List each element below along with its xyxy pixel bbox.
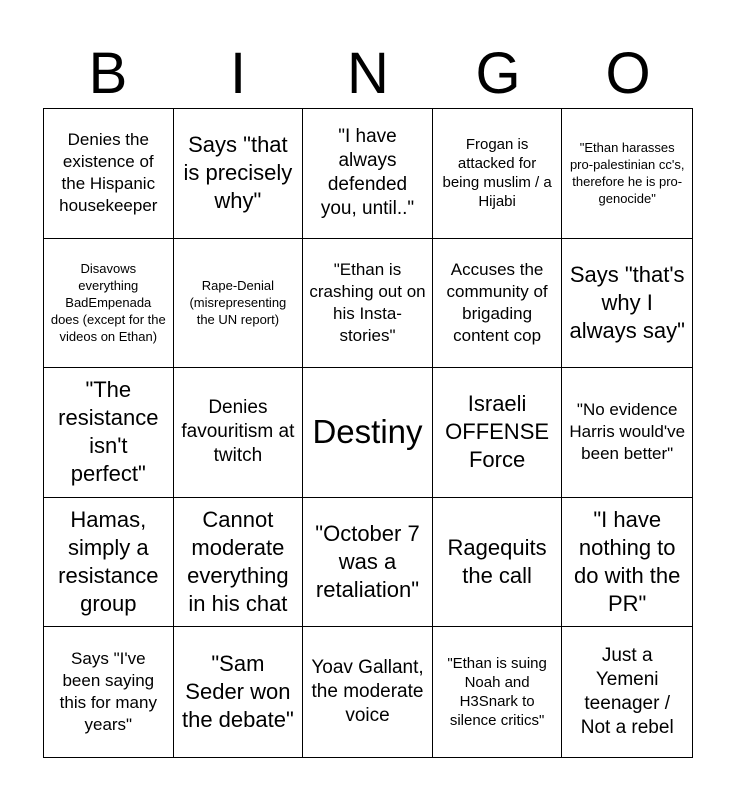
bingo-cell-text: Cannot moderate everything in his chat — [187, 507, 289, 617]
bingo-cell[interactable] — [562, 109, 692, 239]
bingo-cell-text: Ragequits the call — [447, 535, 547, 589]
bingo-cell-text: Denies the existence of the Hispanic housekeeper — [59, 130, 158, 216]
header-letter-i: I — [229, 41, 247, 106]
bingo-cell-text: "No evidence Harris would've been better" — [569, 400, 686, 464]
bingo-cell-text: Denies favouritism at twitch — [181, 397, 295, 467]
bingo-cell-text: Israeli OFFENSE Force — [445, 391, 550, 473]
bingo-cell[interactable] — [433, 498, 563, 628]
bingo-cell-text: Frogan is attacked for being muslim / a Hijabi — [442, 136, 552, 211]
bingo-cell-text: "October 7 was a retaliation" — [315, 521, 420, 603]
bingo-cell[interactable] — [303, 498, 433, 628]
bingo-cell[interactable] — [562, 627, 692, 757]
bingo-cell-text: "The resistance isn't perfect" — [58, 377, 159, 487]
bingo-cell[interactable] — [174, 368, 304, 498]
bingo-cell-text: "Ethan is suing Noah and H3Snark to silence critics" — [447, 655, 547, 730]
bingo-cell[interactable] — [174, 627, 304, 757]
bingo-cell-text: Hamas, simply a resistance group — [58, 507, 159, 617]
bingo-cell-text: Rape-Denial (misrepresenting the UN report) — [189, 278, 287, 328]
bingo-cell-text: Says "that's why I always say" — [569, 261, 685, 343]
bingo-cell-text: "I have always defended you, until.." — [320, 126, 415, 220]
bingo-cell-text: Just a Yemeni teenager / Not a rebel — [580, 645, 674, 739]
bingo-cell-text: Disavows everything BadEmpenada does (except for the videos on Ethan) — [50, 261, 166, 345]
bingo-cell[interactable] — [44, 109, 174, 239]
bingo-cell[interactable] — [44, 239, 174, 369]
bingo-cell[interactable] — [562, 368, 692, 498]
bingo-cell[interactable] — [562, 498, 692, 628]
bingo-header — [43, 40, 693, 108]
header-letter-b: B — [88, 41, 128, 106]
bingo-cell-text: Destiny — [312, 413, 423, 451]
bingo-cell[interactable] — [433, 368, 563, 498]
bingo-cell-free-space[interactable] — [303, 368, 433, 498]
bingo-cell[interactable] — [303, 109, 433, 239]
header-letter-o: O — [605, 41, 651, 106]
bingo-cell-text: "I have nothing to do with the PR" — [573, 507, 681, 617]
bingo-cell[interactable] — [174, 239, 304, 369]
bingo-cell[interactable] — [433, 109, 563, 239]
bingo-cell[interactable] — [174, 498, 304, 628]
bingo-cell-text: "Sam Seder won the debate" — [181, 651, 294, 733]
bingo-cell-text: Accuses the community of brigading content cop — [446, 259, 548, 345]
bingo-cell-text: "Ethan harasses pro-palestinian cc's, therefore he is pro-genocide" — [569, 140, 685, 207]
bingo-cell-text: "Ethan is crashing out on his Insta-stories" — [309, 259, 426, 345]
bingo-cell[interactable] — [44, 498, 174, 628]
bingo-cell-text: Says "I've been saying this for many years" — [59, 649, 157, 735]
bingo-cell-text: Yoav Gallant, the moderate voice — [311, 657, 424, 727]
bingo-cell-text: Says "that is precisely why" — [183, 132, 293, 214]
bingo-card — [43, 108, 693, 758]
bingo-cell[interactable] — [562, 239, 692, 369]
bingo-cell[interactable] — [174, 109, 304, 239]
bingo-cell[interactable] — [433, 239, 563, 369]
header-letter-g: G — [475, 41, 521, 106]
bingo-cell[interactable] — [303, 627, 433, 757]
bingo-cell[interactable] — [303, 239, 433, 369]
bingo-cell[interactable] — [44, 368, 174, 498]
bingo-cell[interactable] — [433, 627, 563, 757]
header-letter-n: N — [347, 41, 389, 106]
bingo-cell[interactable] — [44, 627, 174, 757]
